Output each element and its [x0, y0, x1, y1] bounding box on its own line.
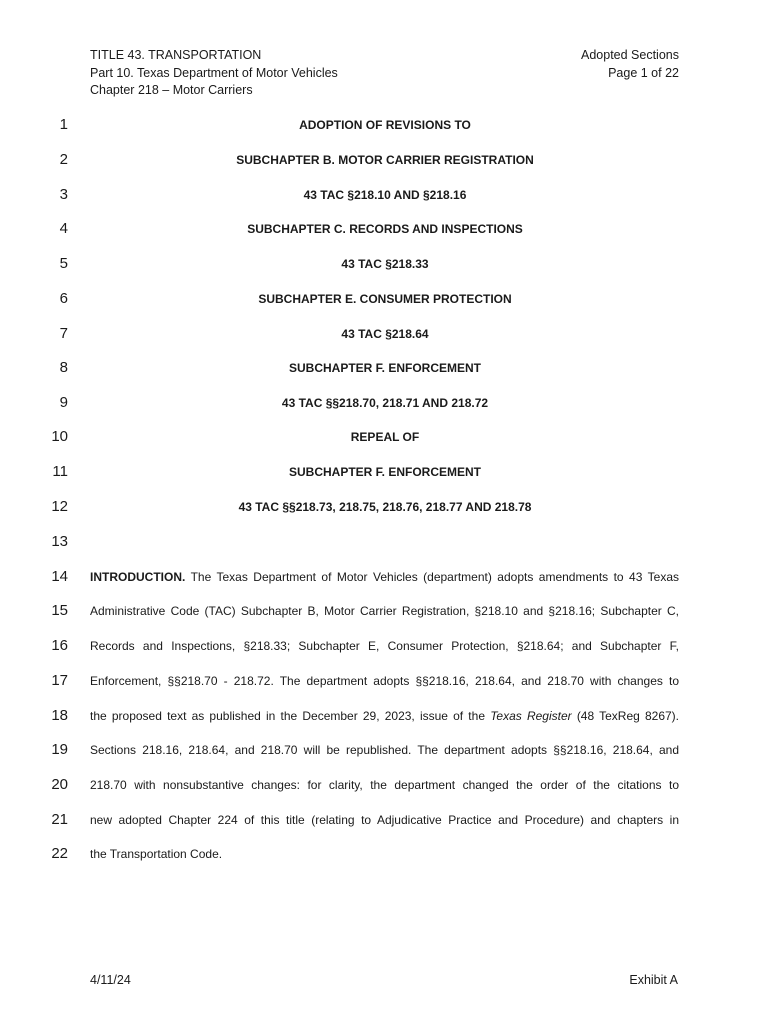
- title-subchapter-f-repeal: SUBCHAPTER F. ENFORCEMENT: [288, 465, 481, 479]
- intro-text: The Texas Department of Motor Vehicles (department) adopts amendments to 43 Texas: [190, 570, 679, 584]
- publication-name: Texas Register: [490, 709, 572, 723]
- line-number: 3: [59, 186, 68, 203]
- line-number: 2: [59, 151, 68, 168]
- title-subchapter-c: SUBCHAPTER C. RECORDS AND INSPECTIONS: [247, 222, 523, 236]
- line-number: 19: [51, 741, 68, 758]
- page-number: Page 1 of 22: [608, 65, 679, 80]
- header-left: [90, 47, 338, 100]
- line-number: 12: [51, 498, 68, 515]
- title-sections-c: 43 TAC §218.33: [341, 257, 429, 271]
- intro-line: 218.70 with nonsubstantive changes: for clarity, the department changed the order of the citations to: [90, 778, 679, 792]
- title-adoption: ADOPTION OF REVISIONS TO: [299, 118, 471, 132]
- line-number: 5: [59, 255, 68, 272]
- footer-exhibit: Exhibit A: [629, 973, 678, 987]
- line-number: 21: [51, 811, 68, 828]
- line-number: 4: [59, 220, 68, 237]
- line-number: 13: [51, 533, 68, 550]
- line-number: 7: [59, 325, 68, 342]
- intro-text: the proposed text as published in the December 29, 2023, issue of the: [90, 709, 485, 723]
- line-number: 16: [51, 637, 68, 654]
- intro-line: Administrative Code (TAC) Subchapter B, Motor Carrier Registration, §218.10 and §218.16; Subchapter C,: [90, 604, 679, 618]
- line-number: 18: [51, 707, 68, 724]
- line-number: 11: [52, 463, 68, 480]
- line-number: 15: [51, 602, 68, 619]
- intro-line: Sections 218.16, 218.64, and 218.70 will be republished. The department adopts §§218.16, 218.64, and: [90, 743, 679, 757]
- intro-line: the Transportation Code.: [90, 847, 223, 861]
- intro-line: new adopted Chapter 224 of this title (relating to Adjudicative Practice and Procedure) and chapters in: [90, 813, 679, 827]
- title-subchapter-e: SUBCHAPTER E. CONSUMER PROTECTION: [258, 292, 512, 306]
- header-title: TITLE 43. TRANSPORTATION: [90, 48, 262, 62]
- intro-line: Records and Inspections, §218.33; Subchapter E, Consumer Protection, §218.64; and Subchapter F,: [90, 639, 679, 653]
- intro-line: [90, 706, 679, 726]
- title-sections-f-repeal: 43 TAC §§218.73, 218.75, 218.76, 218.77 AND 218.78: [238, 500, 532, 514]
- intro-label: INTRODUCTION.: [90, 570, 186, 584]
- intro-line: Enforcement, §§218.70 - 218.72. The department adopts §§218.16, 218.64, and 218.70 with changes to: [90, 674, 679, 688]
- line-number: 14: [51, 568, 68, 585]
- header-chapter: Chapter 218 – Motor Carriers: [90, 83, 253, 97]
- title-sections-b: 43 TAC §218.10 AND §218.16: [303, 188, 467, 202]
- intro-text: (48 TexReg 8267).: [576, 709, 680, 723]
- intro-line: [90, 567, 679, 587]
- footer-date: 4/11/24: [90, 973, 131, 987]
- title-sections-f: 43 TAC §§218.70, 218.71 AND 218.72: [281, 396, 489, 410]
- title-subchapter-b: SUBCHAPTER B. MOTOR CARRIER REGISTRATION: [236, 153, 534, 167]
- line-number: 8: [59, 359, 68, 376]
- line-number: 10: [51, 428, 68, 445]
- line-number: 20: [51, 776, 68, 793]
- title-sections-e: 43 TAC §218.64: [341, 327, 429, 341]
- header-right: [581, 47, 679, 82]
- header-part: Part 10. Texas Department of Motor Vehicles: [90, 65, 338, 80]
- line-number: 22: [51, 845, 68, 862]
- title-repeal: REPEAL OF: [350, 430, 420, 444]
- line-number: 6: [59, 290, 68, 307]
- line-number: 9: [59, 394, 68, 411]
- line-number: 1: [59, 116, 68, 133]
- title-subchapter-f: SUBCHAPTER F. ENFORCEMENT: [288, 361, 481, 375]
- line-number: 17: [51, 672, 68, 689]
- header-status: Adopted Sections: [581, 48, 679, 62]
